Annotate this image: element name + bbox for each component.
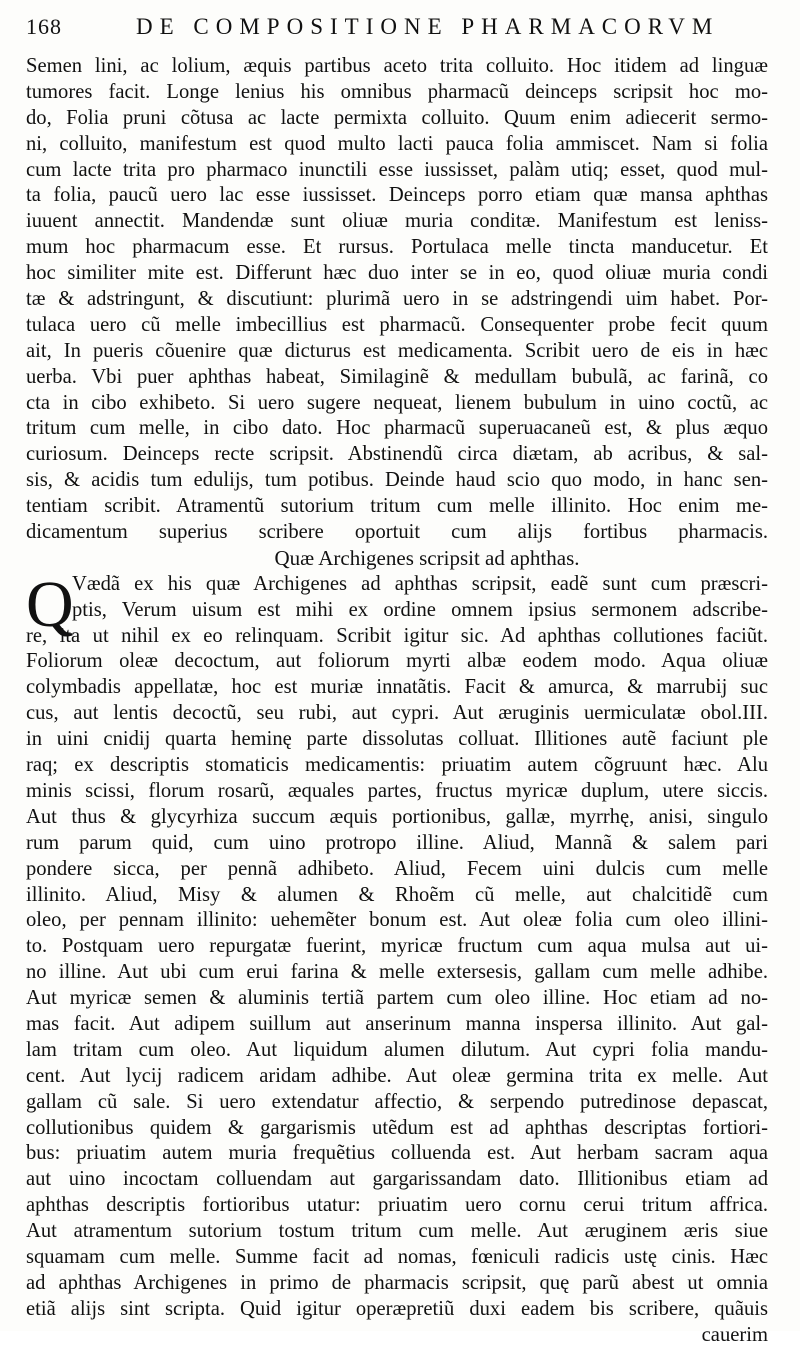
text-line: ptis, Verum uisum est mihi ex ordine omnem ipsius sermonem adscribe- xyxy=(72,598,768,621)
text-line: raq; ex descriptis stomaticis medicamentis: priuatim autem cõgruunt hæc. Alu xyxy=(26,754,768,777)
text-line: tentiam scribit. Atramentũ sutorium tritum cum melle illinito. Hoc enim me- xyxy=(26,495,768,518)
running-head xyxy=(26,14,768,54)
text-line: sis, & acidis tum edulijs, tum potibus. Deinde haud scio quo modo, in hanc sen- xyxy=(26,469,768,492)
text-line: tumores facit. Longe lenius his omnibus pharmacũ deinceps scripsit hoc mo- xyxy=(26,80,768,103)
text-line: hoc similiter mite est. Differunt hæc duo inter se in eo, quod oliuæ muria condi xyxy=(26,262,768,285)
drop-cap-initial: Q xyxy=(26,567,74,641)
page-number: 168 xyxy=(26,14,62,39)
text-line: minis scissi, florum rosarũ, æquales partes, fructus myricæ duplum, utere siccis. xyxy=(26,779,768,802)
text-line: pondere sicca, per pennã adhibeto. Aliud, Fecem uini dulcis cum melle xyxy=(26,857,768,880)
text-line: gallam cũ sale. Si uero extendatur affectio, & serpendo putredinose depascat, xyxy=(26,1090,768,1113)
body-text-section-1 xyxy=(26,54,768,546)
text-line: aphthas descriptis fortioribus utatur: priuatim uero cornu cerui tritum affrica. xyxy=(26,1194,768,1217)
text-line: dicamentum superius scribere oportuit cum alijs fortibus pharmacis. xyxy=(26,521,768,544)
text-line: illinito. Aliud, Misy & alumen & Rhoẽm cũ melle, aut chalcitidẽ cum xyxy=(26,883,768,906)
text-line: cum lacte trita pro pharmaco inunctili esse iussisset, palàm utiq; esset, quod mul- xyxy=(26,158,768,181)
text-line: ait, In pueris cõuenire quæ dicturus est medicamenta. Scribit uero de eis in hæc xyxy=(26,339,768,362)
text-line: Aut atramentum sutorium tostum tritum cum melle. Aut æruginem æris siue xyxy=(26,1220,768,1243)
text-line: collutionibus quidem & gargarismis utẽdum est ad aphthas descriptas fortiori- xyxy=(26,1116,768,1139)
text-line: Vædã ex his quæ Archigenes ad aphthas scripsit, eadẽ sunt cum præscri- xyxy=(72,572,768,595)
text-line: in uini cnidij quarta heminę parte dissolutas colluat. Illitiones autẽ faciunt ple xyxy=(26,728,768,751)
text-line: ad aphthas Archigenes in primo de pharmacis scripsit, quę parũ abest ut omnia xyxy=(26,1271,768,1294)
text-line: etiã alijs sint scripta. Quid igitur operæpretiũ duxi eadem bis scribere, quãuis xyxy=(26,1297,768,1320)
text-line: cus, aut lentis decoctũ, seu rubi, aut cypri. Aut æruginis uermiculatæ obol.III. xyxy=(26,702,768,725)
text-line: colymbadis appellatæ, hoc est muriæ innatãtis. Facit & amurca, & marrubij suc xyxy=(26,676,768,699)
text-line: cta in cibo exhibeto. Si uero sugere nequeat, lienem bubulum in uino coctũ, ac xyxy=(26,391,768,414)
text-line: Aut thus & glycyrhiza succum æquis portionibus, gallæ, myrrhę, anisi, singulo xyxy=(26,805,768,828)
text-line: tæ & adstringunt, & discutiunt: plurimã uero in se adstringendi uim habet. Por- xyxy=(26,288,768,311)
text-line: Aut myricæ semen & aluminis tertiã partem cum oleo illine. Hoc etiam ad no- xyxy=(26,987,768,1010)
text-line: tulaca uero cũ melle imbecillius est pharmacũ. Consequenter probe fecit quum xyxy=(26,313,768,336)
text-line: no illine. Aut ubi cum erui farina & melle extersesis, gallam cum melle adhibe. xyxy=(26,961,768,984)
text-line: iuuent annectit. Mandendæ sunt oliuæ muria conditæ. Manifestum est leniss- xyxy=(26,210,768,233)
body-text-section-2 xyxy=(26,567,768,1323)
text-line: do, Folia pruni cõtusa ac lacte permixta colluito. Quum enim adiecerit sermo- xyxy=(26,106,768,129)
text-line: ni, colluito, manifestum est quod multo lacti pauca folia ammiscet. Nam si folia xyxy=(26,132,768,155)
running-title: DE COMPOSITIONE PHARMACORVM xyxy=(136,14,720,39)
text-line: Foliorum oleæ decoctum, aut foliorum myrti albæ eodem modo. Aqua oliuæ xyxy=(26,650,768,673)
text-line: squamam cum melle. Summe facit ad nomas, fœniculi radicis ustę cinis. Hæc xyxy=(26,1245,768,1268)
text-line: oleo, per pennam illinito: uehemẽter bonum est. Aut oleæ folia cum oleo illini- xyxy=(26,909,768,932)
text-line: to. Postquam uero repurgatæ fuerint, myricæ fructum cum aqua mulsa aut ui- xyxy=(26,935,768,958)
text-line: uerba. Vbi puer aphthas habeat, Similaginẽ & medullam bubulã, ac farinã, co xyxy=(26,365,768,388)
text-line: aut uino incoctam colluendam aut gargarissandam dato. Illitionibus etiam ad xyxy=(26,1168,768,1191)
text-line: bus: priuatim autem muria frequẽtius colluenda est. Aut herbam sacram aqua xyxy=(26,1142,768,1165)
section-heading: Quæ Archigenes scripsit ad aphthas. xyxy=(274,545,580,570)
text-line: Semen lini, ac lolium, æquis partibus aceto trita colluito. Hoc itidem ad linguæ xyxy=(26,55,768,77)
catchword: cauerim xyxy=(701,1323,768,1346)
text-line: tritum cum melle, in cibo dato. Hoc pharmacũ superuacaneũ est, & plus æquo xyxy=(26,417,768,440)
text-line: cent. Aut lycij radicem aridam adhibe. Aut oleæ germina trita ex melle. Aut xyxy=(26,1064,768,1087)
text-line: mum hoc pharmacum esse. Et rursus. Portulaca melle tincta manducetur. Et xyxy=(26,236,768,259)
text-line: lam tritam cum oleo. Aut liquidum alumen dilutum. Aut cypri folia mandu- xyxy=(26,1038,768,1061)
text-line: ta folia, paucũ uero lac esse iussisset. Deinceps porro etiam quæ mansa aphthas xyxy=(26,184,768,207)
text-line: rum parum quid, cum uino protropo illine. Aliud, Mannã & salem pari xyxy=(26,831,768,854)
text-line: re, ita ut nihil ex eo relinquam. Scribit igitur sic. Ad aphthas collutiones faciũt. xyxy=(26,624,768,647)
text-line: mas facit. Aut adipem suillum aut anserinum manna inspersa illinito. Aut gal- xyxy=(26,1012,768,1035)
text-line: curiosum. Deinceps recte scripsit. Abstinendũ circa diætam, ab acribus, & sal- xyxy=(26,443,768,466)
